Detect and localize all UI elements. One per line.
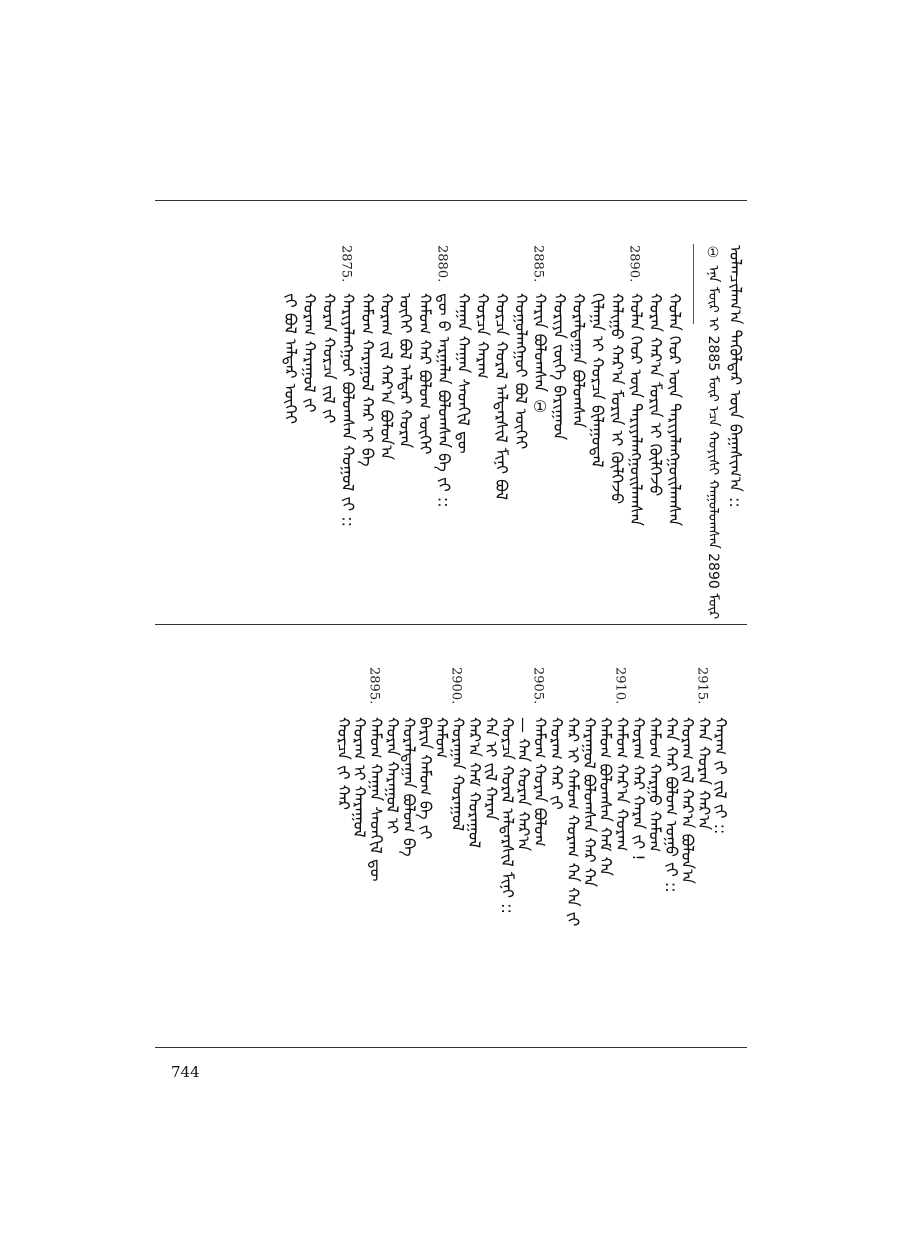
line-number: 2900. xyxy=(448,667,464,705)
verse-line: ᠬᠠᠮᠤᠭ ᠬᠠᠷᠭᠤ ᠬᠠᠮᠤᠭ xyxy=(645,717,665,853)
verse-line: ᠬᠤᠷᠴᠠ ᠬᠠᠷᠠᠭ xyxy=(473,293,492,380)
verse-line: ᠬᠠᠨ ᠬᠠᠷ ᠪᠣᠯᠤᠭ ᠤᠭᠤ ᠵᠢ :: xyxy=(661,717,681,893)
verse-line: ᠬᠠᠨ ᠬᠤᠷᠠᠨ ᠬᠠᠷ᠎ᠠ xyxy=(694,717,714,831)
verse-line: ᠬᠤᠷᠠᠨ ᠬᠠᠷᠠᠭᠤᠯ ᠢ xyxy=(383,717,402,834)
verse-line: ᠳᠦ ᠪ ᠠᠷᠭᠠᠯᠠᠨ ᠪᠣᠯᠤᠭᠰᠠᠨ ᠪᠠ ᠵᠢ :: xyxy=(434,293,454,508)
verse-line: ᠬᠤᠷᠴᠠ ᠵᠢ ᠬᠠᠷ xyxy=(333,717,353,810)
upper-panel xyxy=(155,201,747,624)
verse-line: ᠬᠤᠯᠠᠨ ᠬᠡᠦᠷ ᠦᠨ ᠲᠠᠷᠢᠶᠠᠯᠠᠩᠭᠤᠢᠯᠠᠭᠰᠠᠨ xyxy=(626,293,646,527)
verse-line: ᠬᠠᠮᠤᠭ ᠬᠠᠭᠠᠨ ᠰᠡᠳᠭᠢᠯ ᠳᠦ xyxy=(366,717,386,882)
verse-line: ᠬᠣᠭᠣᠯᠠᠩᠭᠤᠢ ᠪᠣᠯ ᠦᠭᠡᠢ xyxy=(511,293,531,450)
line-number: 2895. xyxy=(366,667,382,705)
verse-line: ᠬᠠᠮᠤᠭ ᠬᠠᠷᠠᠭᠤᠯ ᠬᠠᠷ ᠢ ᠪᠠ xyxy=(357,293,377,467)
verse-line: ᠬᠢᠯᠠᠭᠠ ᠢ ᠬᠤᠷᠴᠠ ᠪᠢᠯᠠᠭᠤᠳᠠᠯ xyxy=(588,293,608,468)
verse-line: ᠦᠭᠡᠢ ᠪᠣᠯ ᠠᠯᠳᠠᠷ ᠬᠤᠷᠠᠨ xyxy=(396,293,416,449)
line-number: 2890. xyxy=(626,245,642,283)
verse-line: ᠬᠤᠷᠠᠭᠠᠨ ᠬᠤᠷᠠᠭᠤᠯ xyxy=(448,717,468,832)
footnote-header: ᠣᠯᠠᠨᠴᠢᠯᠠᠭ᠎ᠠ ᠲᠡᠭᠦᠯᠳᠡᠷ ᠦᠨ ᠪᠠᠭᠠᠰᠢᠭ᠎ᠠ :: xyxy=(726,245,745,508)
verse-line: ᠬᠠᠷ ᠢ ᠬᠠᠮᠤᠭ ᠬᠤᠷᠠᠭ ᠬᠠ ᠬᠠ ᠵᠢ xyxy=(563,717,583,927)
verse-line: ᠬᠠᠮᠤᠭ ᠬᠠᠷ᠎ᠠ ᠬᠤᠷᠠᠭ xyxy=(612,717,632,852)
footnote-text: ① ᠡᠨᠡ ᠮᠥᠷ ᠢ 2885 ᠮᠥᠷ ᠡᠴᠡ ᠬᠣᠶᠢᠰᠢ ᠬᠠᠭᠤᠯᠤᠭᠰᠠᠨ 2890 ᠮᠥᠷ xyxy=(705,245,721,620)
verse-line: ᠬᠠᠮᠤᠭ ᠬᠤᠷᠠᠨ ᠪᠣᠯᠤᠭ xyxy=(530,717,550,847)
verse-line: ᠬᠤᠷᠠᠭ ᠢ ᠬᠠᠷᠠᠭᠤᠯ xyxy=(350,717,370,838)
verse-line: ᠬᠤᠷᠠᠭ ᠬᠠᠷᠠᠭᠤᠯ ᠵᠢ xyxy=(300,293,320,413)
verse-line: ᠬᠠᠷᠢᠨ ᠪᠣᠯᠤᠭᠰᠠᠨ ① xyxy=(530,293,550,417)
verse-line: ᠬᠠᠷᠠᠭᠤᠯ ᠪᠣᠯᠤᠭᠰᠠᠨ ᠬᠠᠷ ᠬᠠ xyxy=(579,717,599,888)
line-number: 2910. xyxy=(612,667,628,705)
verse-line: ᠵᠢ ᠪᠣᠯ ᠠᠯᠳᠠᠷ ᠦᠭᠡᠢ xyxy=(281,293,300,424)
line-number: 2915. xyxy=(694,667,710,705)
verse-line: ᠬᠠᠭᠠᠨ ᠬᠠᠭᠠᠨ ᠰᠡᠳᠭᠢᠯ ᠳᠦ xyxy=(453,293,473,454)
verse-line: ᠬᠤᠷᠠᠭ ᠵᠢᠯ ᠬᠠᠷ᠎ᠠ ᠪᠣᠯᠤᠨ᠎ᠠ xyxy=(377,293,396,460)
verse-line: ᠬᠠᠮᠤᠭ xyxy=(432,717,452,759)
verse-line: ᠬᠠᠷ᠎ᠠ ᠬᠠᠮ ᠬᠤᠷᠠᠭᠤᠯ xyxy=(465,717,484,849)
verse-line: ᠬᠤᠷᠠᠨ ᠬᠤᠷᠴᠠ ᠵᠢᠯ ᠵᠢ xyxy=(319,293,339,424)
verse-line: ᠬᠠ ᠢ ᠵᠢᠯ ᠬᠠᠷᠠᠨ xyxy=(481,717,501,821)
line-number: 2880. xyxy=(434,245,450,283)
verse-line: ᠬᠠᠮᠤᠭ ᠪᠣᠯᠤᠭᠰᠠᠨ ᠬᠠᠮ ᠬᠠ xyxy=(596,717,616,877)
verse-line: ᠬᠤᠷᠠᠯᠳᠠᠭᠠᠨ ᠪᠣᠯᠤᠭ ᠪᠠ xyxy=(399,717,419,857)
verse-line: ᠬᠤᠷᠠᠭ ᠬᠠᠷ ᠬᠠᠷᠠᠨ ᠵᠢ ! xyxy=(629,717,648,861)
verse-line: ᠬᠤᠷᠴᠠ ᠬᠤᠷᠠᠯ ᠠᠯᠳᠠᠷᠰᠢᠯ ᠮᠢᠨᠢ ᠪᠣᠯ xyxy=(492,293,512,501)
verse-line: ᠬᠤᠷᠢᠶᠠ ᠵᠦᠭᠡ ᠪᠠᠷᠢᠭᠠᠳ xyxy=(549,293,569,441)
verse-line: ᠬᠠᠮᠤᠭ ᠬᠠᠷ ᠪᠣᠯᠤᠭ ᠦᠭᠡᠢ xyxy=(415,293,435,455)
verse-line: ᠬᠤᠷᠴᠠ ᠬᠤᠷᠠᠯ ᠠᠯᠳᠠᠷᠰᠢᠯ ᠮᠢᠨᠢ :: xyxy=(497,717,517,914)
verse-line: ᠬᠤᠷᠠᠨ ᠬᠠᠷ᠎ᠠ ᠮᠣᠷᠢᠨ ᠢ ᠬᠥᠯᠭᠡᠵᠦ xyxy=(645,293,665,497)
verse-line: — ᠬᠠᠨ ᠬᠤᠷᠠᠨ ᠬᠠᠷ᠎ᠠ xyxy=(514,717,534,852)
verse-line: ᠬᠤᠯᠠᠨ ᠬᠡᠦᠷ ᠦᠨ ᠲᠠᠷᠢᠶᠠᠯᠠᠩᠭᠤᠢᠯᠠᠭᠰᠠᠨ xyxy=(665,293,684,527)
line-number: 2875. xyxy=(338,245,354,283)
bottom-rule xyxy=(155,1047,747,1048)
verse-line: ᠬᠠᠷᠢᠶᠠᠯᠠᠩᠭᠤᠢ ᠪᠣᠯᠤᠭᠰᠠᠨ ᠬᠣᠭᠣᠯ ᠵᠢ :: xyxy=(338,293,358,528)
verse-line: ᠬᠠᠷᠠᠭ ᠵᠢ ᠵᠢᠯ ᠵᠢ :: xyxy=(711,717,730,835)
verse-line: ᠪᠠᠷᠢᠨ ᠬᠠᠮᠤᠭ ᠪᠠ ᠵᠢ xyxy=(415,717,435,840)
lower-panel xyxy=(155,625,747,1047)
footnote-rule xyxy=(693,244,694,324)
verse-line: ᠬᠤᠷᠠᠭ ᠬᠠᠷ ᠵᠢ xyxy=(547,717,566,810)
line-number: 2905. xyxy=(530,667,546,705)
page-number: 744 xyxy=(171,1063,200,1081)
verse-line: ᠬᠤᠷᠠᠭ ᠵᠢᠯ ᠬᠠᠷ᠎ᠠ ᠪᠣᠯᠤᠨ᠎ᠠ xyxy=(678,717,698,884)
line-number: 2885. xyxy=(530,245,546,283)
verse-line: ᠬᠠᠯᠢᠭᠤ ᠬᠠᠷ᠎ᠠ ᠮᠣᠷᠢᠨ ᠢ ᠬᠥᠯᠭᠡᠵᠦ xyxy=(607,293,627,505)
verse-line: ᠬᠤᠷᠠᠯᠳᠠᠭᠠᠨ ᠪᠣᠯᠤᠭᠰᠠᠨ xyxy=(569,293,588,428)
